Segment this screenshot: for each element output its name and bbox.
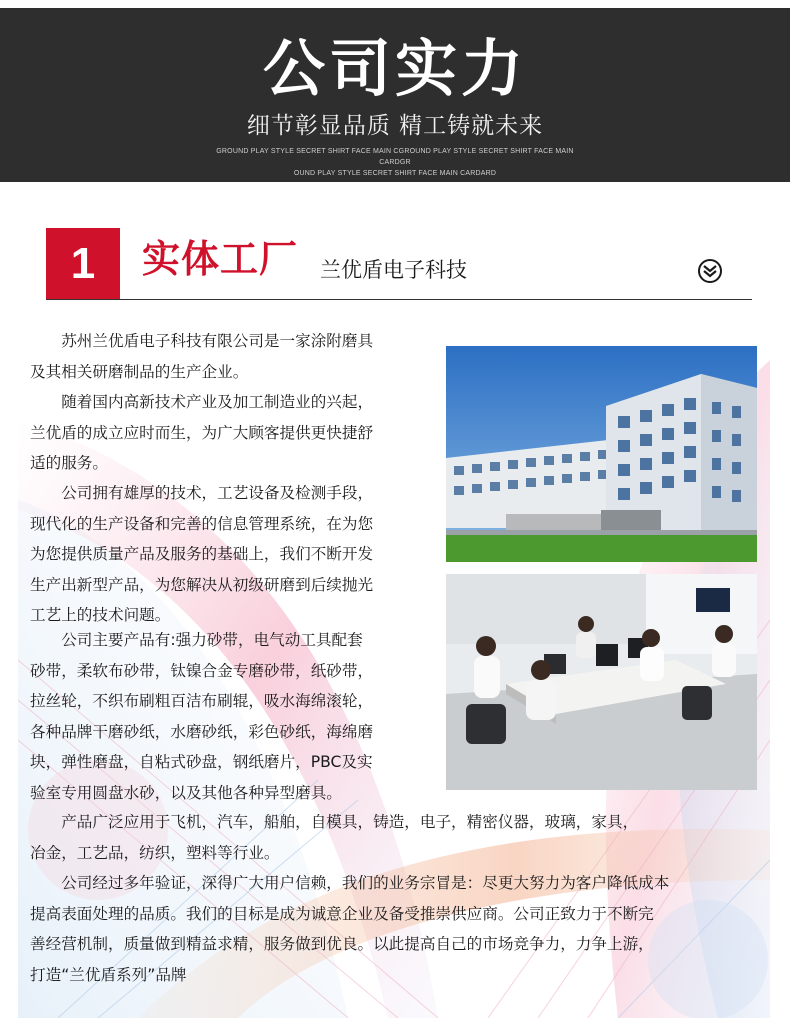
- text-line: 提高表面处理的品质。我们的目标是成为诚意企业及备受推崇供应商。公司正致力于不断完: [30, 904, 654, 923]
- office-workers-photo: [446, 574, 757, 790]
- text-line: 适的服务。: [30, 454, 108, 472]
- text-line: 随着国内高新技术产业及加工制造业的兴起，: [30, 393, 374, 411]
- history-paragraph: [30, 387, 430, 479]
- section-number: 1: [46, 228, 120, 299]
- chevron-down-circle-icon[interactable]: [698, 259, 722, 283]
- text-line: 善经营机制，质量做到精益求精，服务做到优良。以此提高自己的市场竞争力，力争上游，: [30, 935, 654, 953]
- text-line: 公司主要产品有:强力砂带，电气动工具配套: [30, 631, 363, 649]
- text-line: 验室专用圆盘水砂，以及其他各种异型磨具。: [30, 783, 342, 802]
- banner-english-line: OUND PLAY STYLE SECRET SHIRT FACE MAIN CARDARD: [293, 170, 497, 177]
- section-subtitle: 兰优盾电子科技: [320, 258, 467, 282]
- text-line: 产品广泛应用于飞机，汽车，船舶，自模具，铸造，电子，精密仪器，玻璃，家具，: [30, 813, 639, 831]
- text-line: 冶金，工艺品，纺织，塑料等行业。: [30, 843, 280, 862]
- text-line: 及其相关研磨制品的生产企业。: [30, 362, 249, 381]
- banner-english-line: GROUND PLAY STYLE SECRET SHIRT FACE MAIN CGROUND PLAY STYLE SECRET SHIRT FACE MAIN CARDGR: [216, 148, 574, 166]
- text-line: 工艺上的技术问题。: [30, 606, 171, 624]
- banner-title: 公司实力: [262, 32, 527, 105]
- text-line: 现代化的生产设备和完善的信息管理系统，在为您: [30, 514, 374, 533]
- text-line: 块，弹性磨盘，自粘式砂盘，钢纸磨片，PBC及实: [30, 753, 373, 771]
- header-banner: [0, 8, 790, 182]
- banner-subtitle: 细节彰显品质 精工铸就未来: [246, 113, 544, 139]
- text-line: 公司拥有雄厚的技术，工艺设备及检测手段，: [30, 484, 374, 502]
- factory-building-photo: [446, 346, 757, 562]
- text-line: 苏州兰优盾电子科技有限公司是一家涂附磨具: [30, 332, 374, 350]
- intro-paragraph: [30, 326, 430, 387]
- text-line: 生产出新型产品，为您解决从初级研磨到后续抛光: [30, 575, 374, 594]
- applications-paragraph: [30, 807, 770, 868]
- technology-paragraph: [30, 478, 430, 631]
- mission-paragraph: [30, 868, 770, 990]
- text-line: 打造“兰优盾系列”品牌: [30, 965, 187, 984]
- products-paragraph: [30, 625, 430, 808]
- text-line: 公司经过多年验证，深得广大用户信赖，我们的业务宗冒是：尽更大努力为客户降低成本: [30, 874, 670, 892]
- banner-english-text: [200, 146, 590, 179]
- text-line: 砂带，柔软布砂带，钛镍合金专磨砂带，纸砂带，: [30, 661, 374, 680]
- text-line: 兰优盾的成立应时而生，为广大顾客提供更快捷舒: [30, 423, 374, 442]
- section-heading: [46, 228, 752, 300]
- section-title: 实体工厂: [142, 237, 299, 281]
- text-line: 各种品牌干磨砂纸，水磨砂纸，彩色砂纸，海绵磨: [30, 722, 374, 741]
- text-line: 为您提供质量产品及服务的基础上，我们不断开发: [30, 545, 374, 563]
- text-line: 拉丝轮，不织布刷粗百洁布刷辊，吸水海绵滚轮，: [30, 692, 374, 710]
